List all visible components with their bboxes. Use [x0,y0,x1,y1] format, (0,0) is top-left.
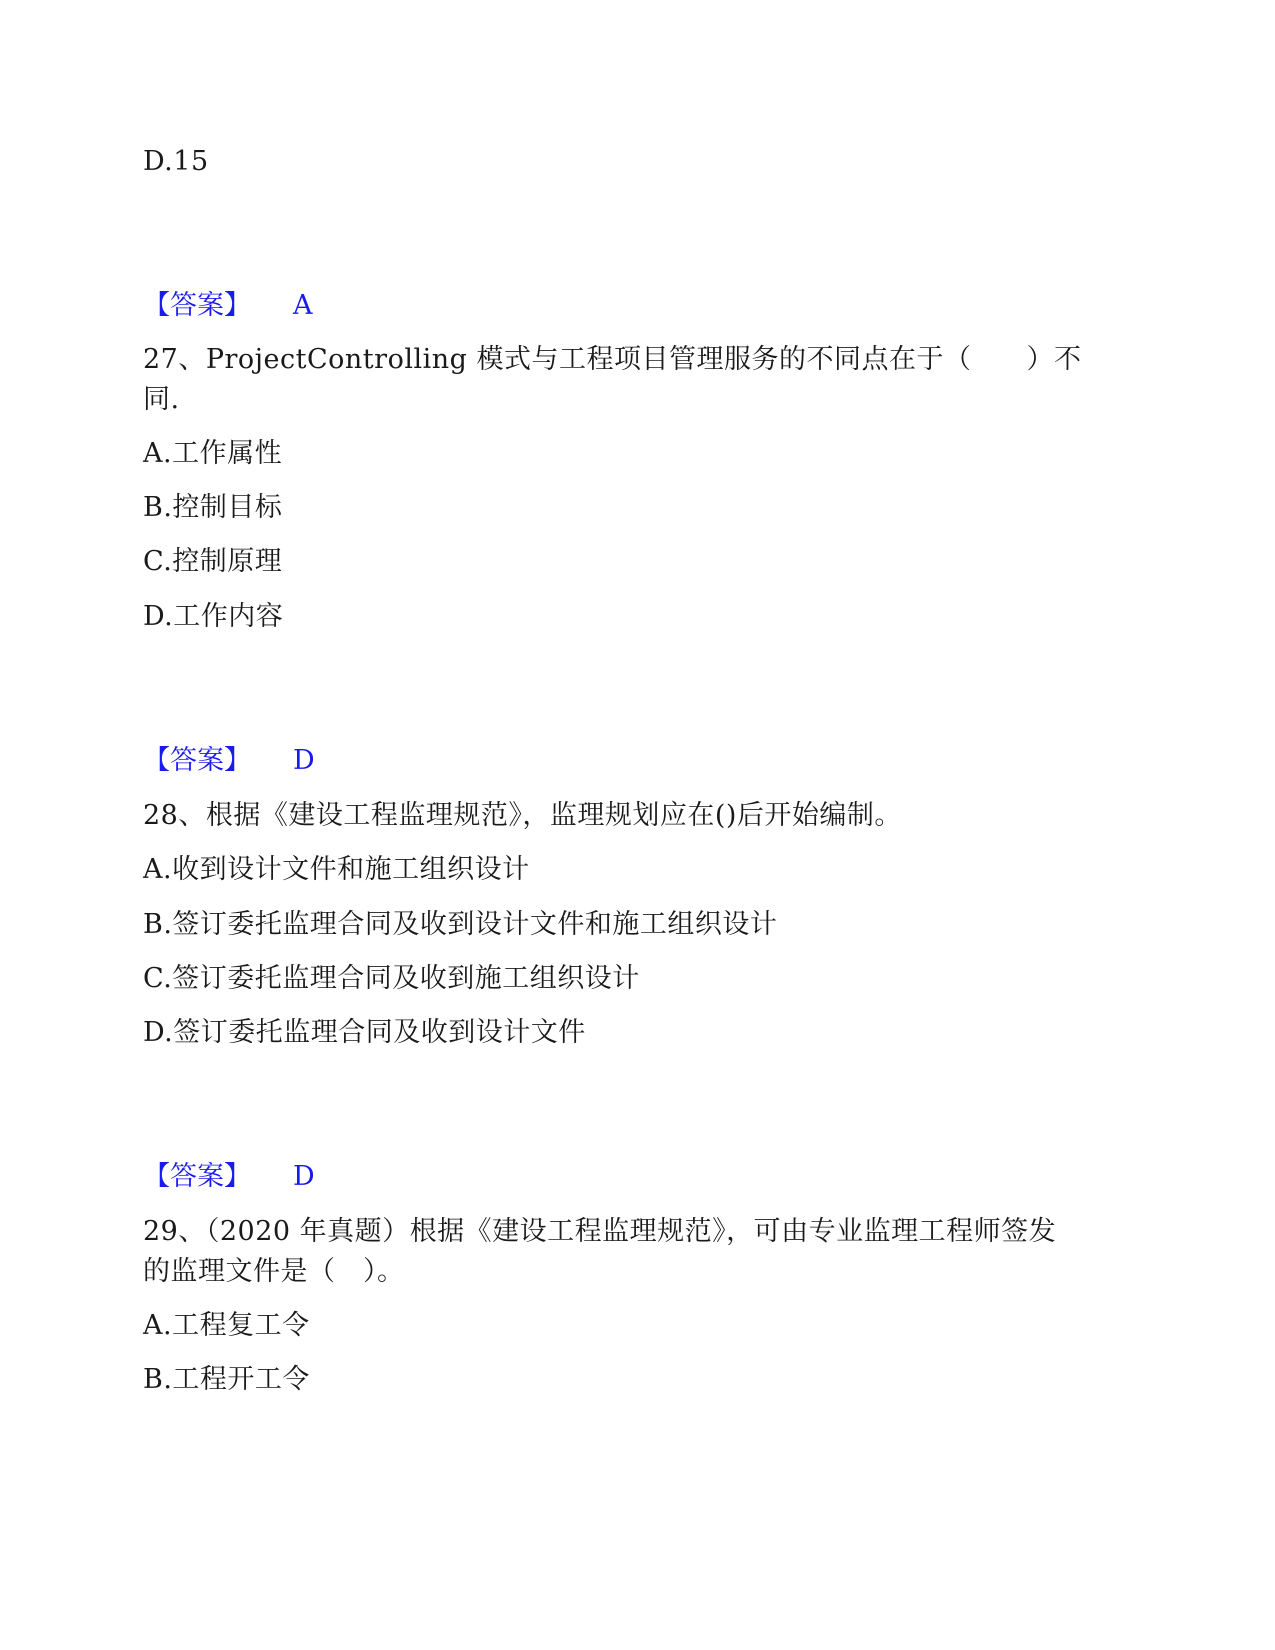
answer-q27 [143,741,315,781]
q27-stem-line2: 同. [143,384,180,415]
q29-option-a: A.工程复工令 [143,1310,310,1341]
q28-stem: 28、根据《建设工程监理规范》，监理规划应在()后开始编制。 [143,800,902,831]
q29-option-b: B.工程开工令 [143,1364,310,1395]
answer-q28 [143,1157,315,1197]
answer-label: 【答案】 [143,745,251,776]
q28-option-d: D.签订委托监理合同及收到设计文件 [143,1017,586,1048]
answer-value: D [293,1161,315,1192]
prev-option-d: D.15 [143,146,209,177]
q27-option-c: C.控制原理 [143,546,283,577]
answer-label: 【答案】 [143,290,251,321]
q27-stem-line1: 27、ProjectControlling 模式与工程项目管理服务的不同点在于（ ）不 [143,344,1082,375]
answer-value: A [293,290,313,321]
q29-stem-line2: 的监理文件是（ ）。 [143,1256,405,1287]
q29-stem-line1: 29、（2020 年真题）根据《建设工程监理规范》，可由专业监理工程师签发 [143,1216,1057,1247]
q27-option-b: B.控制目标 [143,492,283,523]
q28-option-b: B.签订委托监理合同及收到设计文件和施工组织设计 [143,909,778,940]
q27-option-a: A.工作属性 [143,438,283,469]
q28-option-a: A.收到设计文件和施工组织设计 [143,854,530,885]
answer-label: 【答案】 [143,1161,251,1192]
q28-option-c: C.签订委托监理合同及收到施工组织设计 [143,963,640,994]
answer-q26 [143,286,313,326]
answer-value: D [293,745,315,776]
q27-option-d: D.工作内容 [143,601,284,632]
